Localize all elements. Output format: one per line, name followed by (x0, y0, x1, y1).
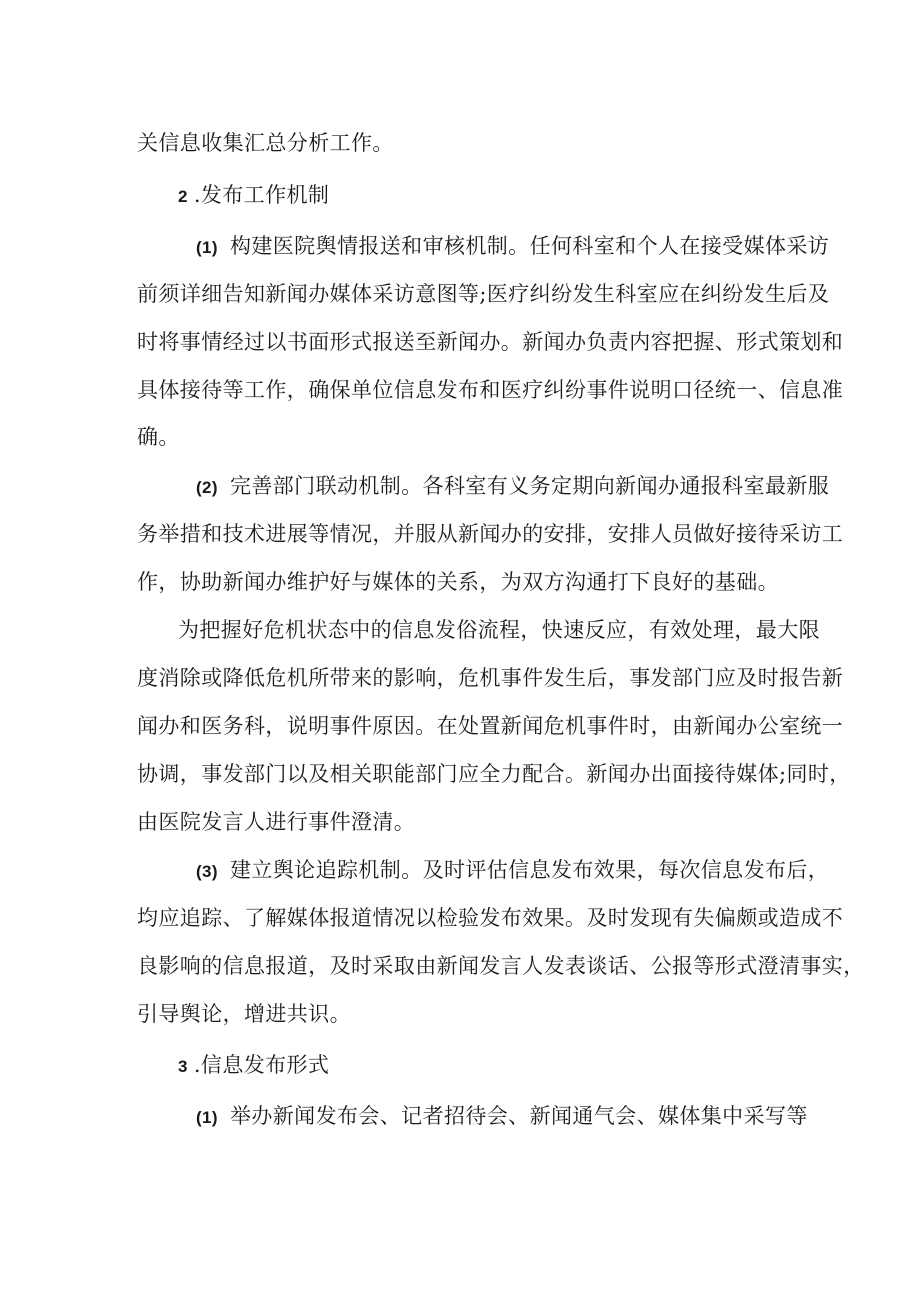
text-line: 确。 (137, 425, 180, 449)
item-text: 构建医院舆情报送和审核机制。任何科室和个人在接受媒体采访 (229, 234, 830, 258)
item-number: (1) (196, 1108, 218, 1127)
list-item-2 (196, 474, 829, 500)
item-number: (2) (196, 478, 218, 497)
list-item-4 (196, 1104, 808, 1130)
text-line: 协调，事发部门以及相关职能部门应全力配合。新闻办出面接待媒体;同时， (137, 762, 851, 786)
text-line: 均应追踪、了解媒体报道情况以检验发布效果。及时发现有失偏颇或造成不 (137, 906, 844, 930)
text-line: 务举措和技术进展等情况，并服从新闻办的安排，安排人员做好接待采访工 (137, 522, 844, 546)
section-title: .信息发布形式 (193, 1053, 330, 1077)
section-title: .发布工作机制 (193, 183, 330, 207)
item-number: (1) (196, 238, 218, 257)
text-line: 由医院发言人进行事件澄清。 (137, 810, 416, 834)
section-heading-3 (178, 1053, 329, 1079)
text-line: 引导舆论，增进共识。 (137, 1002, 351, 1026)
paragraph-start: 为把握好危机状态中的信息发俗流程，快速反应，有效处理，最大限 (178, 618, 820, 642)
item-text: 完善部门联动机制。各科室有义务定期向新闻办通报科室最新服 (229, 474, 830, 498)
text-line: 前须详细告知新闻办媒体采访意图等;医疗纠纷发生科室应在纠纷发生后及 (137, 282, 830, 306)
section-heading-2 (178, 183, 329, 209)
section-number: 2 (178, 187, 188, 206)
text-line: 作，协助新闻办维护好与媒体的关系，为双方沟通打下良好的基础。 (137, 570, 779, 594)
text-line: 闻办和医务科，说明事件原因。在处置新闻危机事件时，由新闻办公室统一 (137, 714, 844, 738)
item-text: 举办新闻发布会、记者招待会、新闻通气会、媒体集中采写等 (229, 1104, 808, 1128)
text-line: 良影响的信息报道，及时采取由新闻发言人发表谈话、公报等形式澄清事实， (137, 954, 865, 978)
text-line: 度消除或降低危机所带来的影响，危机事件发生后，事发部门应及时报告新 (137, 666, 844, 690)
item-text: 建立舆论追踪机制。及时评估信息发布效果，每次信息发布后， (229, 858, 830, 882)
text-line: 关信息收集汇总分析工作。 (137, 131, 394, 155)
section-number: 3 (178, 1057, 188, 1076)
list-item-1 (196, 234, 829, 260)
text-line: 具体接待等工作，确保单位信息发布和医疗纠纷事件说明口径统一、信息准 (137, 378, 844, 402)
text-line: 时将事情经过以书面形式报送至新闻办。新闻办负责内容把握、形式策划和 (137, 330, 844, 354)
item-number: (3) (196, 862, 218, 881)
list-item-3 (196, 858, 829, 884)
